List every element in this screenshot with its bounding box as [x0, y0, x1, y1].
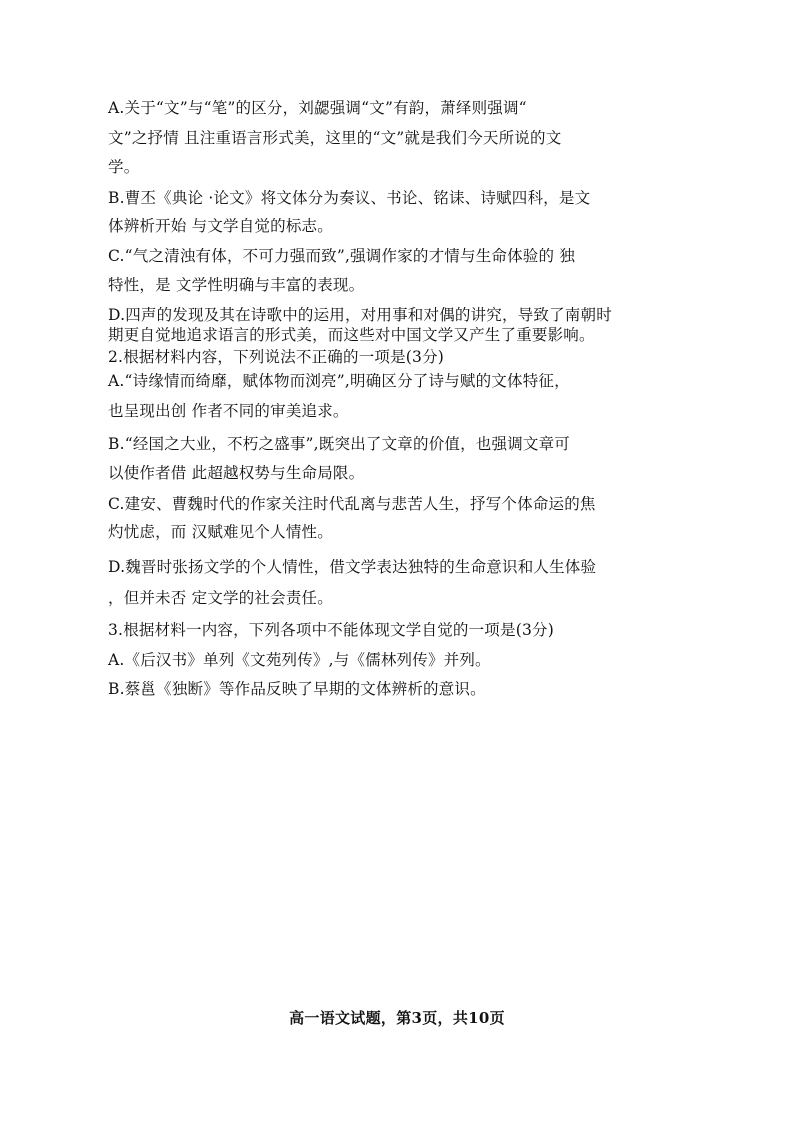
text-line-option-a: A.《后汉书》单列《文苑列传》,与《儒林列传》并列。 — [108, 651, 491, 669]
page-footer: 高一语文试题，第3页，共10页 — [289, 1009, 505, 1027]
text-line: 也呈现出创 作者不同的审美追求。 — [108, 402, 349, 420]
text-line: 期更自觉地追求语言的形式美，而这些对中国文学又产生了重要影响。 — [108, 326, 595, 344]
text-line-option-b: B.曹丕《典论 ·论文》将文体分为奏议、书论、铭诔、诗赋四科，是文 — [108, 189, 591, 207]
question-2-stem: 2.根据材料内容，下列说法不正确的一项是(3分) — [108, 348, 445, 366]
text-line-option-c: C.“气之清浊有体，不可力强而致”,强调作家的才情与生命体验的 独 — [108, 247, 576, 265]
text-line: 文”之抒情 且注重语言形式美，这里的“文”就是我们今天所说的文 — [108, 129, 562, 147]
text-line-option-a: A.关于“文”与“笔”的区分，刘勰强调“文”有韵，萧绎则强调“ — [108, 99, 527, 117]
text-line-option-d: D.四声的发现及其在诗歌中的运用，对用事和对偶的讲究，导致了南朝时 — [108, 306, 612, 324]
text-line-option-a: A.“诗缘情而绮靡，赋体物而浏亮”,明确区分了诗与赋的文体特征， — [108, 372, 570, 390]
text-line: 学。 — [108, 158, 140, 176]
text-line-option-b: B.“经国之大业，不朽之盛事”,既突出了文章的价值，也强调文章可 — [108, 435, 570, 453]
text-line: 特性，是 文学性明确与丰富的表现。 — [108, 276, 365, 294]
text-line: 体辨析开始 与文学自觉的标志。 — [108, 217, 333, 235]
text-line-option-d: D.魏晋时张扬文学的个人情性，借文学表达独特的生命意识和人生体验 — [108, 558, 597, 576]
text-line: 以使作者借 此超越权势与生命局限。 — [108, 464, 365, 482]
text-line: ，但并未否 定文学的社会责任。 — [108, 589, 333, 607]
text-line-option-b: B.蔡邕《独断》等作品反映了早期的文体辨析的意识。 — [108, 680, 486, 698]
text-line-option-c: C.建安、曹魏时代的作家关注时代乱离与悲苦人生，抒写个体命运的焦 — [108, 495, 596, 513]
question-3-stem: 3.根据材料一内容，下列各项中不能体现文学自觉的一项是(3分) — [108, 621, 554, 639]
text-line: 灼忧虑，而 汉赋难见个人情性。 — [108, 523, 333, 541]
